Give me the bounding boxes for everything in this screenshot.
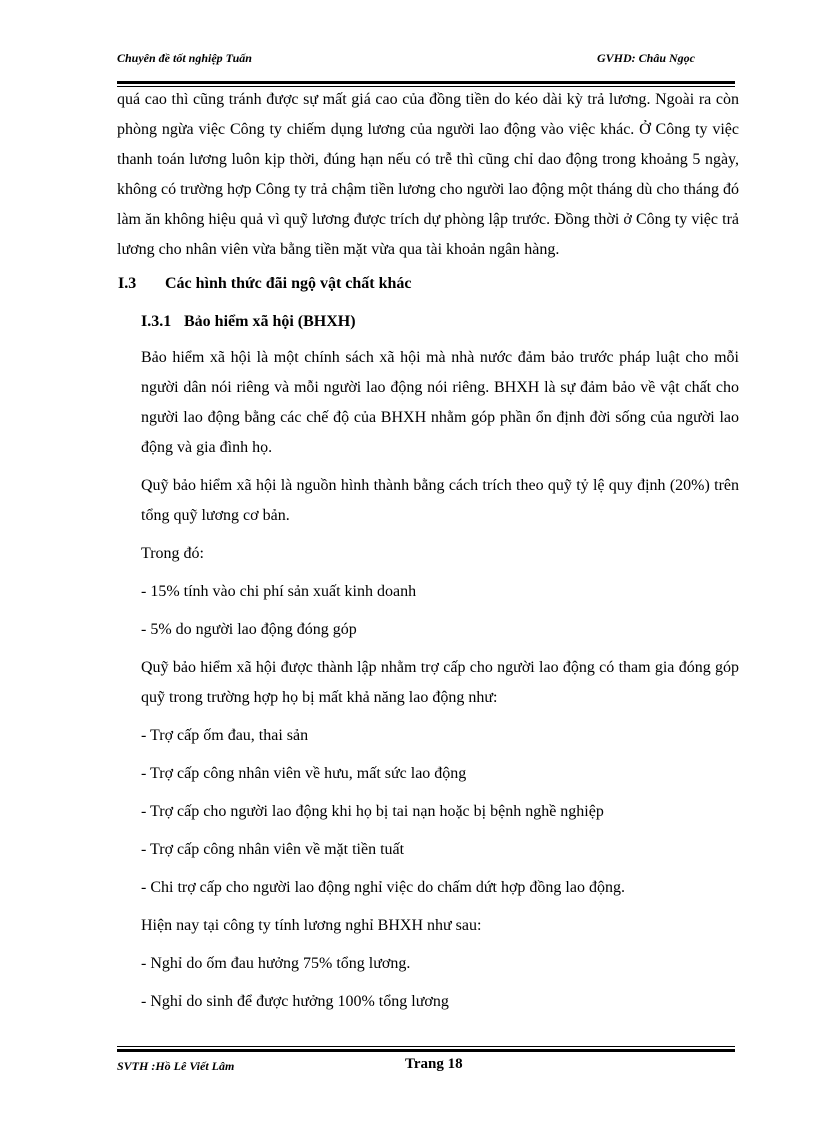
trong-do-label: Trong đó: xyxy=(141,545,204,562)
current-paragraph: Hiện nay tại công ty tính lương nghỉ BHXH như sau: xyxy=(141,917,482,934)
header-rule-thick xyxy=(117,81,735,84)
list-item: - Trợ cấp công nhân viên về hưu, mất sức lao động xyxy=(141,765,467,782)
fund-paragraph: Quỹ bảo hiểm xã hội được thành lập nhằm trợ cấp cho người lao động có tham gia đóng góp quỹ trong trường hợp họ bị mất khả năng lao động như: xyxy=(141,659,739,706)
intro-paragraph: quá cao thì cũng tránh được sự mất giá cao của đồng tiền do kéo dài kỳ trả lương. Ngoài ra còn phòng ngừa việc Công ty chiếm dụng lương của người lao động vào việc khác. Ở Công ty việc thanh toán lương luôn kịp thời, đúng hạn nếu có trễ thì cũng chỉ dao động trong khoảng 5 ngày, không có trường hợp Công ty trả chậm tiền lương cho người lao động một tháng dù cho tháng đó làm ăn không hiệu quả vì quỹ lương được trích dự phòng lập trước. Đồng thời ở Công ty việc trả lương cho nhân viên vừa bằng tiền mặt vừa qua tài khoản ngân hàng. xyxy=(117,91,739,258)
list-item: - Trợ cấp công nhân viên về mặt tiền tuất xyxy=(141,841,405,858)
list-item: - Nghỉ do sinh để được hưởng 100% tổng lương xyxy=(141,993,449,1010)
list-item: - Trợ cấp cho người lao động khi họ bị tai nạn hoặc bị bệnh nghề nghiệp xyxy=(141,803,604,820)
section-number: I.3 xyxy=(118,275,137,292)
page-number: Trang 18 xyxy=(405,1056,463,1072)
subsection-title: Bảo hiểm xã hội (BHXH) xyxy=(184,313,356,330)
subsection-body xyxy=(141,343,739,1017)
section-heading xyxy=(118,269,739,299)
header-advisor: GVHD: Châu Ngọc xyxy=(597,51,696,65)
header-left-title: Chuyên đề tốt nghiệp Tuấn xyxy=(117,51,252,65)
list-item: - 5% do người lao động đóng góp xyxy=(141,621,357,638)
page-content xyxy=(117,86,739,1025)
paragraph: Bảo hiểm xã hội là một chính sách xã hội mà nhà nước đảm bảo trước pháp luật cho mỗi người dân nói riêng và mỗi người lao động nói riêng. BHXH là sự đảm bảo về vật chất cho người lao động bằng các chế độ của BHXH nhằm góp phần ổn định đời sống của người lao động và gia đình họ. xyxy=(141,349,739,456)
paragraph: Quỹ bảo hiểm xã hội là nguồn hình thành bằng cách trích theo quỹ tỷ lệ quy định (20%) trên tổng quỹ lương cơ bản. xyxy=(141,477,739,524)
footer-rule-thick xyxy=(117,1049,735,1052)
list-item: - Chi trợ cấp cho người lao động nghỉ việc do chấm dứt hợp đồng lao động. xyxy=(141,879,625,896)
subsection-number: I.3.1 xyxy=(141,313,172,330)
footer-author: SVTH :Hồ Lê Viết Lâm xyxy=(117,1059,235,1073)
footer-rule-thin xyxy=(117,1046,735,1047)
list-item: - Nghỉ do ốm đau hưởng 75% tổng lương. xyxy=(141,955,411,972)
section-title: Các hình thức đãi ngộ vật chất khác xyxy=(165,275,412,292)
subsection-heading xyxy=(141,307,739,337)
list-item: - Trợ cấp ốm đau, thai sản xyxy=(141,727,309,744)
list-item: - 15% tính vào chi phí sản xuất kinh doanh xyxy=(141,583,417,600)
